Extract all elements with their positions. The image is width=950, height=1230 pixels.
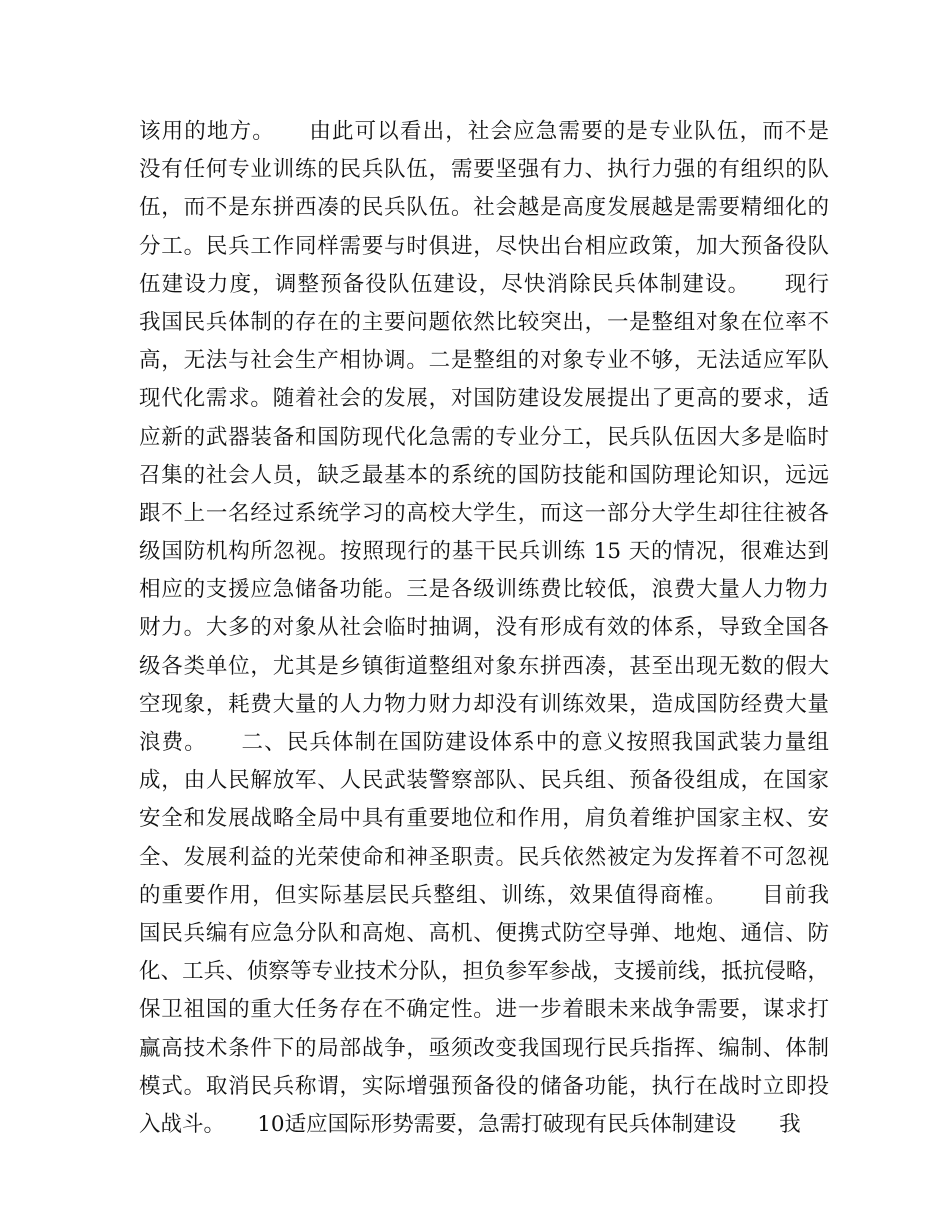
- text-line: 化、工兵、侦察等专业技术分队，担负参军参战，支援前线，抵抗侵略，: [139, 959, 829, 985]
- text-line: 跟不上一名经过系统学习的高校大学生，而这一部分大学生却往往被各: [139, 500, 829, 526]
- text-line: 模式。取消民兵称谓，实际增强预备役的储备功能，执行在战时立即投: [139, 1073, 829, 1099]
- text-line: 全、发展利益的光荣使命和神圣职责。民兵依然被定为发挥着不可忽视: [139, 844, 829, 870]
- text-line: 我国民兵体制的存在的主要问题依然比较突出，一是整组对象在位率不: [139, 309, 829, 335]
- text-line: 该用的地方。 由此可以看出，社会应急需要的是专业队伍，而不是: [139, 119, 829, 144]
- text-line: 分工。民兵工作同样需要与时俱进，尽快出台相应政策，加大预备役队: [139, 233, 829, 259]
- text-line: 高，无法与社会生产相协调。二是整组的对象专业不够，无法适应军队: [139, 348, 829, 374]
- text-line: 应新的武器装备和国防现代化急需的专业分工，民兵队伍因大多是临时: [139, 424, 829, 450]
- text-line: 国民兵编有应急分队和高炮、高机、便携式防空导弹、地炮、通信、防: [139, 920, 829, 946]
- text-line: 浪费。 二、民兵体制在国防建设体系中的意义按照我国武装力量组: [139, 730, 829, 755]
- text-line: 伍建设力度，调整预备役队伍建设，尽快消除民兵体制建设。 现行: [139, 271, 829, 297]
- text-line: 赢高技术条件下的局部战争，亟须改变我国现行民兵指挥、编制、体制: [139, 1035, 829, 1061]
- text-line: 没有任何专业训练的民兵队伍，需要坚强有力、执行力强的有组织的队: [139, 157, 829, 183]
- text-line: 的重要作用，但实际基层民兵整组、训练，效果值得商榷。 目前我: [139, 882, 829, 908]
- text-line: 财力。大多的对象从社会临时抽调，没有形成有效的体系，导致全国各: [139, 615, 829, 641]
- text-line: 现代化需求。随着社会的发展，对国防建设发展提出了更高的要求，适: [139, 386, 829, 412]
- text-line: 空现象，耗费大量的人力物力财力却没有训练效果，造成国防经费大量: [139, 691, 829, 717]
- text-line: 伍，而不是东拼西凑的民兵队伍。社会越是高度发展越是需要精细化的: [139, 195, 829, 221]
- body-text: [139, 113, 829, 1144]
- text-line: 成，由人民解放军、人民武装警察部队、民兵组、预备役组成，在国家: [139, 768, 829, 794]
- text-line: 安全和发展战略全局中具有重要地位和作用，肩负着维护国家主权、安: [139, 806, 829, 832]
- text-line: 相应的支援应急储备功能。三是各级训练费比较低，浪费大量人力物力: [139, 577, 829, 603]
- text-line: 召集的社会人员，缺乏最基本的系统的国防技能和国防理论知识，远远: [139, 462, 829, 488]
- text-line: 入战斗。 10适应国际形势需要，急需打破现有民兵体制建设 我: [139, 1111, 801, 1137]
- text-line: 级国防机构所忽视。按照现行的基干民兵训练 15 天的情况，很难达到: [139, 539, 829, 565]
- text-line: 级各类单位，尤其是乡镇街道整组对象东拼西凑，甚至出现无数的假大: [139, 653, 829, 679]
- text-line: 保卫祖国的重大任务存在不确定性。进一步着眼未来战争需要，谋求打: [139, 997, 829, 1023]
